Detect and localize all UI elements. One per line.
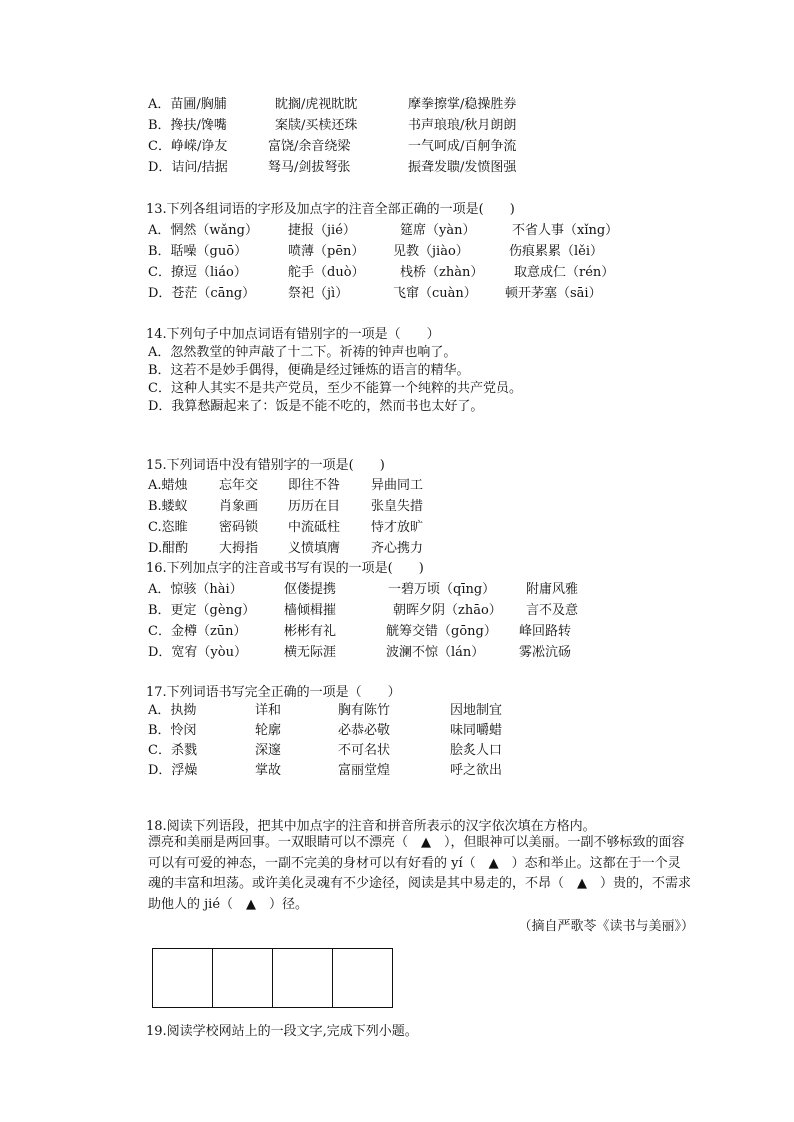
q16-d-2: 横无际涯 (284, 645, 337, 660)
q13-b-4: 伤痕累累（lěi） (509, 244, 604, 259)
q16-b-4: 言不及意 (526, 603, 579, 618)
q12-c-1: C．峥嵘/诤友 (148, 139, 228, 154)
q17-a-1: A．执拗 (148, 703, 197, 718)
q15-a-2: 忘年交 (219, 478, 259, 493)
q13-d-4: 顿开茅塞（sāi） (505, 286, 602, 301)
q13-b-3: 见教（jiào） (393, 244, 469, 259)
q15-c-2: 密码锁 (219, 520, 259, 535)
q17-b-2: 轮廓 (255, 723, 282, 738)
q16-c-3: 觥筹交错（gōng） (386, 624, 497, 639)
q16-d-3: 波澜不惊（lán） (386, 645, 485, 660)
q13-b-1: B．聒噪（guō） (148, 244, 248, 259)
q15-d-4: 齐心携力 (371, 541, 424, 556)
q17-a-3: 胸有陈竹 (338, 703, 391, 718)
q13-c-3: 栈桥（zhàn） (400, 265, 484, 280)
q12-d-3: 振聋发聩/发愤图强 (408, 160, 517, 175)
q13-c-1: C．撩逗（liáo） (148, 265, 247, 280)
q15-a-1: A.蜡烛 (148, 478, 188, 493)
q15-c-1: C.恣睢 (148, 520, 188, 535)
q13-stem: 13.下列各组词语的字形及加点字的注音全部正确的一项是( ) (146, 202, 515, 217)
q17-c-1: C．杀戮 (148, 743, 197, 758)
q17-b-1: B．怜闵 (148, 723, 197, 738)
q13-a-4: 不省人事（xǐng） (512, 223, 619, 238)
answer-box[interactable] (153, 949, 213, 1007)
q19-stem: 19.阅读学校网站上的一段文字,完成下列小题。 (146, 1024, 418, 1039)
q14-option-b: B．这若不是妙手偶得，便确是经过锤炼的语言的精华。 (148, 363, 470, 378)
q16-c-1: C．金樽（zūn） (148, 624, 247, 639)
answer-box[interactable] (213, 949, 273, 1007)
q16-a-4: 附庸风雅 (526, 582, 579, 597)
q15-c-4: 恃才放旷 (371, 520, 424, 535)
q16-a-2: 伛偻提携 (284, 582, 337, 597)
q17-b-4: 味同嚼蜡 (450, 723, 503, 738)
q17-d-3: 富丽堂煌 (338, 763, 391, 778)
q16-c-4: 峰回路转 (519, 624, 572, 639)
q12-c-2: 富饶/余音绕梁 (268, 139, 351, 154)
q12-b-1: B．搀扶/馋嘴 (148, 118, 227, 133)
q18-passage: 漂亮和美丽是两回事。一双眼睛可以不漂亮（ ▲ ），但眼神可以美丽。一副不够标致的面容可以有可爱的神态，一副不完美的身材可以有好看的 yí（ ▲ ）态和举止。这都在于一个灵魂的丰富和坦荡。或许美化灵魂有不少途径，阅读是其中易走的，不昂（ ▲ ）贵的，不需求助他人的 jié（ ▲ ）径。 (148, 835, 691, 912)
q13-c-4: 取意成仁（rén） (514, 265, 615, 280)
q12-a-1: A．苗圃/胸脯 (148, 97, 227, 112)
q16-c-2: 彬彬有礼 (284, 624, 337, 639)
q17-c-3: 不可名状 (338, 743, 391, 758)
q16-stem: 16.下列加点字的注音或书写有误的一项是( ) (146, 561, 424, 576)
q18-source: （摘自严歌苓《读书与美丽》） (518, 919, 694, 934)
q16-b-2: 樯倾楫摧 (284, 603, 337, 618)
q15-b-1: B.蝼蚁 (148, 499, 188, 514)
q15-a-3: 即往不咎 (288, 478, 341, 493)
q18-stem: 18.阅读下列语段，把其中加点字的注音和拼音所表示的汉字依次填在方格内。 (146, 819, 596, 834)
q15-d-1: D.酣酌 (148, 541, 189, 556)
q17-c-2: 深邃 (255, 743, 282, 758)
q13-d-2: 祭祀（jì） (288, 286, 349, 301)
q17-c-4: 脍炙人口 (450, 743, 503, 758)
q12-a-3: 摩拳擦掌/稳操胜券 (408, 97, 517, 112)
q12-b-2: 案牍/买椟还珠 (275, 118, 358, 133)
q15-b-4: 张皇失措 (371, 499, 424, 514)
q16-d-4: 雾凇沆砀 (519, 645, 572, 660)
q12-d-1: D．诘问/拮据 (148, 160, 228, 175)
q12-d-2: 驽马/剑拔弩张 (268, 160, 351, 175)
q13-a-2: 捷报（jié） (288, 223, 356, 238)
q14-option-a: A．忽然教堂的钟声敲了十二下。祈祷的钟声也响了。 (148, 345, 457, 360)
q13-a-1: A．惘然（wǎng） (148, 223, 258, 238)
q12-b-3: 书声琅琅/秋月朗朗 (408, 118, 517, 133)
q13-c-2: 舵手（duò） (288, 265, 365, 280)
q17-d-1: D．浮燥 (148, 763, 198, 778)
q15-b-3: 历历在目 (288, 499, 341, 514)
q17-d-2: 掌故 (255, 763, 282, 778)
q17-a-4: 因地制宜 (450, 703, 503, 718)
q14-option-d: D．我算愁蹰起来了：饭是不能不吃的，然而书也太好了。 (148, 399, 484, 414)
answer-grid (152, 948, 393, 1008)
q13-b-2: 喷薄（pēn） (288, 244, 365, 259)
answer-box[interactable] (273, 949, 333, 1007)
q16-d-1: D．宽宥（yòu） (148, 645, 247, 660)
q14-stem: 14.下列句子中加点词语有错别字的一项是（ ） (146, 327, 440, 342)
q13-d-1: D．苍茫（cāng） (148, 286, 256, 301)
q16-b-3: 朝晖夕阴（zhāo） (393, 603, 502, 618)
q15-b-2: 肖象画 (219, 499, 259, 514)
q15-d-3: 义愤填膺 (288, 541, 341, 556)
q13-a-3: 筵席（yàn） (400, 223, 476, 238)
q16-b-1: B．更定（gèng） (148, 603, 256, 618)
q15-stem: 15.下列词语中没有错别字的一项是( ) (146, 458, 385, 473)
q17-stem: 17.下列词语书写完全正确的一项是（ ） (146, 685, 401, 700)
q15-d-2: 大拇指 (219, 541, 259, 556)
q15-a-4: 异曲同工 (371, 478, 424, 493)
q12-c-3: 一气呵成/百舸争流 (408, 139, 517, 154)
q12-a-2: 眈搁/虎视眈眈 (275, 97, 358, 112)
q17-a-2: 详和 (255, 703, 282, 718)
q14-option-c: C．这种人其实不是共产党员，至少不能算一个纯粹的共产党员。 (148, 381, 522, 396)
q15-c-3: 中流砥柱 (288, 520, 341, 535)
q13-d-3: 飞窜（cuàn） (393, 286, 477, 301)
answer-box[interactable] (333, 949, 392, 1007)
q16-a-1: A．惊骇（hài） (148, 582, 243, 597)
q16-a-3: 一碧万顷（qīng） (388, 582, 496, 597)
q17-d-4: 呼之欲出 (450, 763, 503, 778)
q17-b-3: 必恭必敬 (338, 723, 391, 738)
